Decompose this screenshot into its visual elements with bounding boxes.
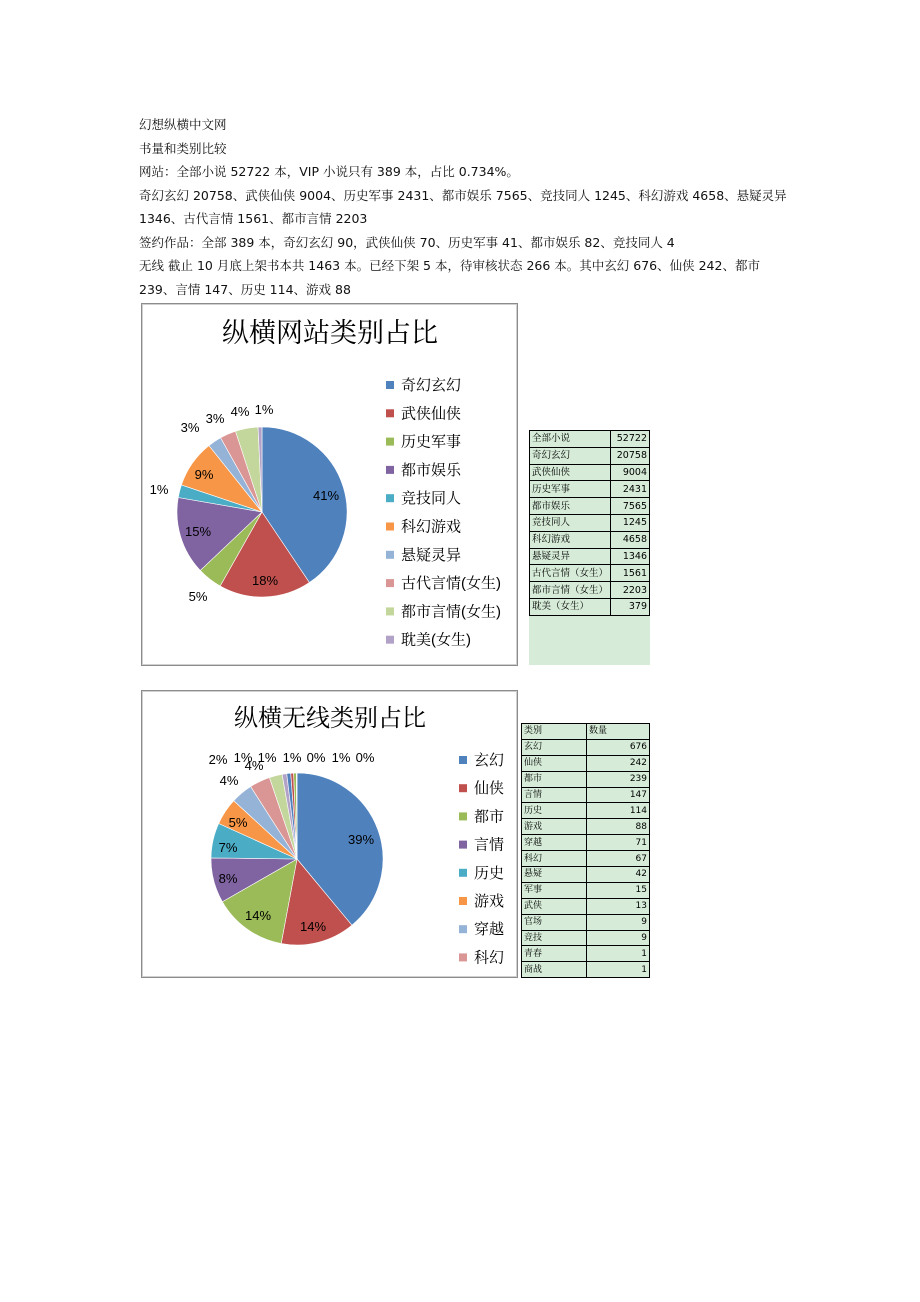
count-cell: 13 (587, 898, 650, 914)
category-cell: 官场 (522, 914, 587, 930)
category-cell: 武侠 (522, 898, 587, 914)
legend-label-历史军事: 历史军事 (401, 433, 462, 451)
count-cell: 676 (587, 739, 650, 755)
table-row (522, 898, 650, 914)
spreadsheet-wireless (521, 723, 650, 978)
table-row (530, 447, 650, 464)
data-label-11: 1% (257, 750, 277, 765)
category-cell: 都市言情（女生） (530, 582, 611, 599)
category-cell: 全部小说 (530, 431, 611, 448)
data-label-1: 41% (312, 488, 340, 503)
category-cell: 历史军事 (530, 481, 611, 498)
data-label-10: 1% (254, 402, 274, 417)
legend-label-都市言情(女生): 都市言情(女生) (401, 603, 501, 621)
doc-website-categories: 奇幻玄幻 20758、武侠仙侠 9004、历史军事 2431、都市娱乐 7565、竞技同人 1245、科幻游戏 4658、悬疑灵异 1346、古代言情 1561、都市言情 2203 (139, 187, 787, 226)
legend-swatch-历史 (459, 869, 467, 877)
legend-label-游戏: 游戏 (474, 893, 505, 910)
data-label-8: 4% (244, 758, 264, 773)
count-cell: 2203 (611, 582, 650, 599)
category-cell: 商战 (522, 962, 587, 978)
chart-title: 纵横无线类别占比 (234, 705, 426, 732)
legend-label-科幻游戏: 科幻游戏 (401, 518, 462, 536)
table-row (522, 930, 650, 946)
chart-website-pie (141, 303, 518, 666)
doc-signed-works: 签约作品：全部 389 本，奇幻玄幻 90，武侠仙侠 70、历史军事 41、都市娱乐 82、竞技同人 4 (139, 234, 675, 250)
legend-label-悬疑灵异: 悬疑灵异 (401, 546, 462, 564)
legend-swatch-游戏 (459, 897, 467, 905)
legend-label-历史: 历史 (474, 864, 505, 882)
data-label-15: 0% (355, 750, 375, 765)
count-cell: 379 (611, 598, 650, 615)
chart-wireless-pie (141, 690, 518, 978)
table-row (530, 598, 650, 615)
count-cell: 71 (587, 835, 650, 851)
legend-swatch-古代言情(女生) (386, 579, 394, 587)
count-cell: 2431 (611, 481, 650, 498)
table-row (522, 835, 650, 851)
data-label-5: 7% (218, 840, 238, 855)
legend-label-竞技同人: 竞技同人 (401, 490, 462, 508)
category-cell: 仙侠 (522, 755, 587, 771)
category-cell: 穿越 (522, 835, 587, 851)
doc-website-summary: 网站：全部小说 52722 本，VIP 小说只有 389 本，占比 0.734%。 (139, 164, 519, 179)
category-cell: 武侠仙侠 (530, 464, 611, 481)
data-label-9: 2% (208, 752, 228, 767)
table-row (522, 819, 650, 835)
table-website-counts (529, 430, 650, 616)
count-cell: 147 (587, 787, 650, 803)
table-row (530, 481, 650, 498)
legend-label-奇幻玄幻: 奇幻玄幻 (401, 377, 462, 394)
count-cell: 42 (587, 867, 650, 883)
table-row (522, 755, 650, 771)
category-cell: 科幻游戏 (530, 531, 611, 548)
data-label-6: 5% (228, 815, 248, 830)
doc-title: 幻想纵横中文网 (139, 117, 227, 132)
count-cell: 9 (587, 930, 650, 946)
legend-swatch-悬疑灵异 (386, 551, 394, 559)
table-row (530, 514, 650, 531)
count-cell: 9 (587, 914, 650, 930)
category-cell: 游戏 (522, 819, 587, 835)
legend-swatch-都市娱乐 (386, 466, 394, 474)
data-label-6: 9% (194, 467, 214, 482)
count-cell: 15 (587, 882, 650, 898)
legend-label-穿越: 穿越 (474, 921, 505, 939)
data-label-10: 1% (233, 750, 253, 765)
legend-swatch-耽美(女生) (386, 636, 394, 644)
table-row (530, 498, 650, 515)
table-row (522, 867, 650, 883)
legend-label-古代言情(女生): 古代言情(女生) (401, 575, 501, 593)
data-label-3: 5% (188, 589, 208, 604)
legend-swatch-穿越 (459, 925, 467, 933)
chart-wireless-svg (142, 691, 517, 977)
legend-swatch-都市 (459, 812, 467, 820)
count-cell: 1346 (611, 548, 650, 565)
legend-swatch-玄幻 (459, 756, 467, 764)
data-label-7: 3% (180, 420, 200, 435)
legend-swatch-仙侠 (459, 784, 467, 792)
legend-label-玄幻: 玄幻 (474, 752, 505, 769)
legend-label-科幻: 科幻 (474, 949, 505, 967)
data-label-5: 1% (149, 482, 169, 497)
legend-swatch-科幻 (459, 953, 467, 961)
doc-subtitle: 书量和类别比较 (139, 140, 227, 156)
data-label-4: 15% (184, 524, 212, 539)
category-cell: 玄幻 (522, 739, 587, 755)
count-cell: 20758 (611, 447, 650, 464)
doc-wireless-summary: 无线 截止 10 月底上架书本共 1463 本。已经下架 5 本，待审核状态 266 本。其中玄幻 676、仙侠 242、都市 239、言情 147、历史 114、游戏 88 (139, 258, 760, 297)
table-row (530, 464, 650, 481)
count-cell: 114 (587, 803, 650, 819)
count-cell: 4658 (611, 531, 650, 548)
table-row (522, 787, 650, 803)
table-row (522, 851, 650, 867)
legend-label-都市: 都市 (474, 808, 505, 826)
count-cell: 242 (587, 755, 650, 771)
data-label-2: 18% (251, 573, 279, 588)
chart-title: 纵横网站类别占比 (222, 318, 438, 348)
legend-swatch-科幻游戏 (386, 523, 394, 531)
table-row (522, 882, 650, 898)
data-label-7: 4% (219, 773, 239, 788)
data-label-12: 1% (282, 750, 302, 765)
spreadsheet-website (529, 430, 650, 665)
table-row (522, 803, 650, 819)
table-row (530, 531, 650, 548)
count-cell: 1 (587, 962, 650, 978)
legend-swatch-奇幻玄幻 (386, 381, 394, 389)
category-cell: 历史 (522, 803, 587, 819)
data-label-8: 3% (205, 411, 225, 426)
data-label-9: 4% (230, 404, 250, 419)
legend-label-言情: 言情 (474, 836, 505, 854)
header-cell: 数量 (587, 724, 650, 740)
legend-swatch-言情 (459, 841, 467, 849)
header-cell: 类别 (522, 724, 587, 740)
category-cell: 悬疑 (522, 867, 587, 883)
legend-swatch-竞技同人 (386, 494, 394, 502)
table-row (522, 739, 650, 755)
data-label-1: 39% (347, 832, 375, 847)
count-cell: 1245 (611, 514, 650, 531)
legend-swatch-武侠仙侠 (386, 409, 394, 417)
category-cell: 言情 (522, 787, 587, 803)
count-cell: 1561 (611, 565, 650, 582)
category-cell: 竞技同人 (530, 514, 611, 531)
table-row (530, 548, 650, 565)
category-cell: 古代言情（女生） (530, 565, 611, 582)
chart-website-svg (142, 304, 517, 665)
table-row (522, 946, 650, 962)
legend-swatch-都市言情(女生) (386, 607, 394, 615)
data-label-4: 8% (218, 871, 238, 886)
legend-label-都市娱乐: 都市娱乐 (401, 461, 462, 479)
table-wireless-counts (521, 723, 650, 978)
category-cell: 奇幻玄幻 (530, 447, 611, 464)
data-label-3: 14% (244, 908, 272, 923)
document-text (139, 113, 789, 301)
category-cell: 耽美（女生） (530, 598, 611, 615)
category-cell: 青春 (522, 946, 587, 962)
count-cell: 239 (587, 771, 650, 787)
legend-swatch-历史军事 (386, 438, 394, 446)
category-cell: 竞技 (522, 930, 587, 946)
table-row (522, 962, 650, 978)
count-cell: 1 (587, 946, 650, 962)
count-cell: 7565 (611, 498, 650, 515)
legend-label-仙侠: 仙侠 (474, 780, 505, 798)
legend-label-武侠仙侠: 武侠仙侠 (401, 405, 462, 423)
category-cell: 都市娱乐 (530, 498, 611, 515)
category-cell: 军事 (522, 882, 587, 898)
table-row (530, 431, 650, 448)
table-row (530, 582, 650, 599)
table-row (522, 771, 650, 787)
table-row (522, 914, 650, 930)
count-cell: 9004 (611, 464, 650, 481)
data-label-2: 14% (299, 919, 327, 934)
legend-label-耽美(女生): 耽美(女生) (401, 631, 471, 649)
count-cell: 67 (587, 851, 650, 867)
table-header-row (522, 724, 650, 740)
data-label-14: 1% (331, 750, 351, 765)
category-cell: 都市 (522, 771, 587, 787)
data-label-13: 0% (306, 750, 326, 765)
table-row (530, 565, 650, 582)
category-cell: 悬疑灵异 (530, 548, 611, 565)
count-cell: 88 (587, 819, 650, 835)
category-cell: 科幻 (522, 851, 587, 867)
count-cell: 52722 (611, 431, 650, 448)
